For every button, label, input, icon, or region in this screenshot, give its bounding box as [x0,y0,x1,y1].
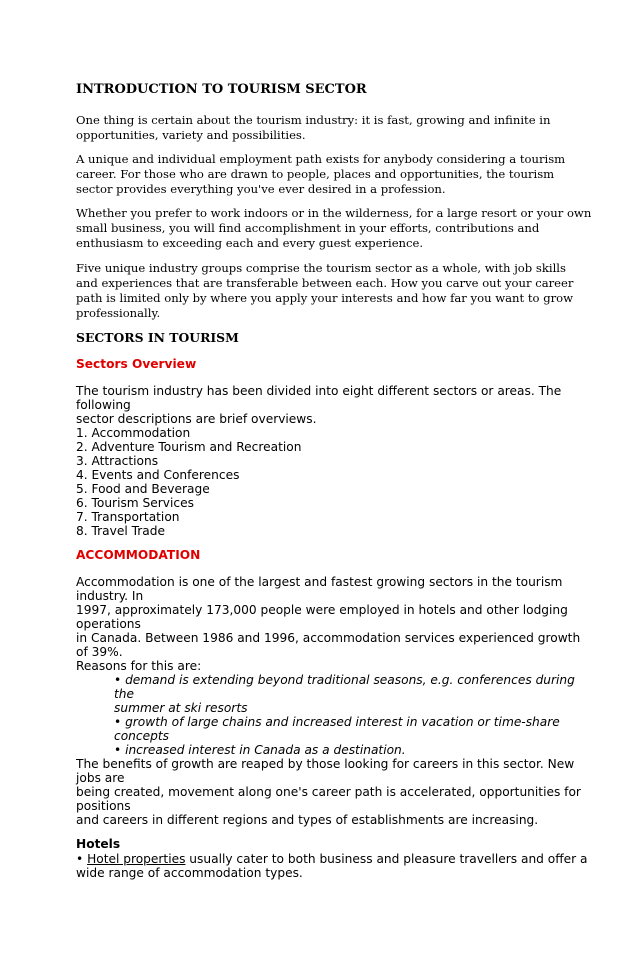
intro-paragraph-4 [76,261,576,321]
text-line: Accommodation is one of the largest and fastest growing sectors in the tourism [76,575,563,589]
text-line: The tourism industry has been divided into eight different sectors or areas. The [76,384,562,398]
reason-item: the [114,687,135,701]
text-line: positions [76,799,131,813]
intro-paragraph-2 [76,152,576,197]
list-item: 1. Accommodation [76,426,191,440]
text-line: enthusiasm to exceeding each and every guest experience. [76,236,424,250]
text-fragment: usually cater to both business and pleasure travellers and offer a [185,852,588,866]
text-line: The benefits of growth are reaped by those looking for careers in this sector. New [76,757,575,771]
text-line: Whether you prefer to work indoors or in the wilderness, for a large resort or your own [76,206,592,220]
reason-item: concepts [114,729,169,743]
text-line: and careers in different regions and types of establishments are increasing. [76,813,539,827]
list-item: 5. Food and Beverage [76,482,210,496]
intro-paragraph-3 [76,206,592,251]
text-line: 1997, approximately 173,000 people were employed in hotels and other lodging [76,603,568,617]
text-line: opportunities, variety and possibilities. [76,128,306,142]
hotels-text [76,852,588,880]
list-item: 8. Travel Trade [76,524,165,538]
list-item: 2. Adventure Tourism and Recreation [76,440,302,454]
text-line: of 39%. [76,645,123,659]
text-line: career. For those who are drawn to people, places and opportunities, the tourism [76,167,555,181]
text-line: small business, you will find accomplishment in your efforts, contributions and [76,221,540,235]
page-title: INTRODUCTION TO TOURISM SECTOR [76,82,367,97]
hotels-heading: Hotels [76,837,121,851]
list-item: 3. Attractions [76,454,159,468]
reason-item: • increased interest in Canada as a destination. [114,743,406,757]
text-line: jobs are [76,771,125,785]
text-line: professionally. [76,306,161,320]
sectors-overview-text [76,384,576,538]
reason-item: • growth of large chains and increased interest in vacation or time-share [114,715,560,729]
hotel-properties-link[interactable]: Hotel properties [87,852,186,866]
text-line: path is limited only by where you apply your interests and how far you want to grow [76,291,574,305]
text-line: and experiences that are transferable between each. How you carve out your career [76,276,574,290]
sectors-heading: SECTORS IN TOURISM [76,330,239,345]
text-line: Reasons for this are: [76,659,202,673]
sectors-overview-heading: Sectors Overview [76,357,197,371]
text-line: sector descriptions are brief overviews. [76,412,317,426]
bullet: • [76,852,88,866]
intro-paragraph-1 [76,113,576,143]
text-line: following [76,398,131,412]
list-item: 7. Transportation [76,510,180,524]
text-line: One thing is certain about the tourism industry: it is fast, growing and infinite in [76,113,551,127]
text-line: in Canada. Between 1986 and 1996, accommodation services experienced growth [76,631,581,645]
text-line: being created, movement along one's career path is accelerated, opportunities for [76,785,581,799]
text-line: wide range of accommodation types. [76,866,303,880]
text-line: industry. In [76,589,144,603]
list-item: 4. Events and Conferences [76,468,240,482]
text-line: Five unique industry groups comprise the tourism sector as a whole, with job skills [76,261,566,275]
text-line: operations [76,617,141,631]
text-line: A unique and individual employment path exists for anybody considering a tourism [76,152,566,166]
reason-item: • demand is extending beyond traditional seasons, e.g. conferences during [114,673,575,687]
accommodation-heading: ACCOMMODATION [76,548,201,562]
reason-item: summer at ski resorts [114,701,248,715]
text-line [76,852,588,866]
accommodation-text [76,575,581,827]
list-item: 6. Tourism Services [76,496,194,510]
text-line: sector provides everything you've ever desired in a profession. [76,182,446,196]
